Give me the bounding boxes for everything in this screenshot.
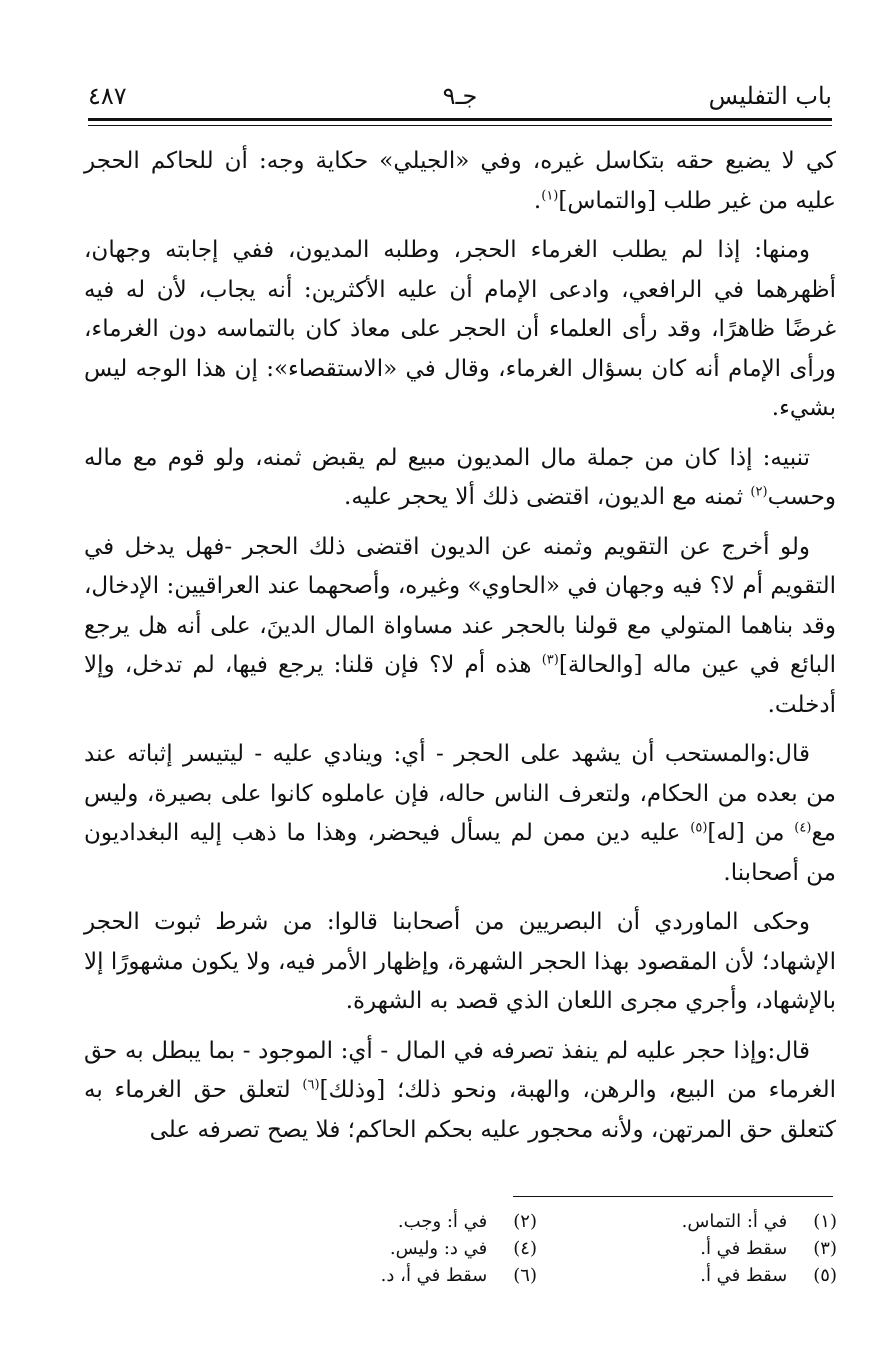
text-run: كي لا يضيع حقه بتكاسل غيره، وفي «الجيلي» حكاية وجه: أن للحاكم الحجر عليه من غير طلب [والتماس] [84,148,836,214]
paragraph [84,231,836,429]
footnote-row [237,1235,837,1262]
running-header [88,80,832,112]
footnote-reference: (٣) [541,652,559,668]
footnote-row [237,1208,837,1235]
header-rule-thick [88,118,832,121]
footnote-reference: (٦) [302,1077,320,1093]
footnote-number: (٦) [513,1265,537,1286]
text-run: هذه أم لا؟ فإن قلنا: يرجع فيها، لم تدخل، وإلا أدخلت. [84,652,836,718]
footnotes [237,1208,837,1289]
paragraph [84,439,836,518]
footnote-separator [513,1196,833,1197]
text-run: عليه دين ممن لم يسأل فيحضر، وهذا ما ذهب إليه البغداديون من أصحابنا. [84,820,836,886]
text-run: ولو أخرج عن التقويم وثمنه عن الديون اقتضى ذلك الحجر -فهل يدخل في التقويم أم لا؟ فيه وجهان في «الحاوي» وغيره، وأصحهما عند العراقيين: الإدخال، وقد بناهما المتولي مع قولنا بالحجر عند مساواة المال الدينَ، على أنه هل يرجع البائع في عين ماله [والحالة] [84,533,837,678]
footnote-text: في أ: التماس. [681,1211,788,1232]
paragraph [84,1032,836,1151]
text-run: من [له] [707,820,795,846]
footnote-text: سقط في أ، د. [380,1265,488,1286]
paragraph [84,528,836,726]
footnote [237,1208,537,1235]
footnote-text: سقط في أ. [700,1238,788,1259]
footnote-reference: (٤) [794,820,812,836]
chapter-title: باب التفليس [708,82,832,110]
text-run: ومنها: إذا لم يطلب الغرماء الحجر، وطلبه المديون، ففي إجابته وجهان، أظهرهما في الرافعي، وادعى الإمام أن عليه الأكثرين: أنه يجاب، لأن له فيه غرضًا ظاهرًا، وقد رأى العلماء أن الحجر على معاذ كان بالتماسه دون الغرماء، ورأى الإمام أنه كان بسؤال الغرماء، وقال في «الاستقصاء»: إن هذا الوجه ليس بشيء. [84,237,836,421]
footnote [237,1235,537,1262]
footnote [237,1262,537,1289]
footnote [537,1262,837,1289]
footnote-text: في أ: وجب. [397,1211,488,1232]
footnote-text: في د: وليس. [389,1238,488,1259]
text-run: ثمنه مع الديون، اقتضى ذلك ألا يحجر عليه. [344,484,751,510]
footnote-number: (٤) [513,1238,537,1259]
text-run: قال:وإذا حجر عليه لم ينفذ تصرفه في المال - أي: الموجود - بما يبطل به حق الغرماء من البيع، والرهن، والهبة، ونحو ذلك؛ [وذلك] [84,1037,836,1103]
text-run: قال:والمستحب أن يشهد على الحجر - أي: وينادي عليه - ليتيسر إثباته عند من بعده من الحكام، ولتعرف الناس حاله، فإن عاملوه كانوا على بصيرة، وليس مع [84,741,836,846]
footnote-row [237,1262,837,1289]
text-run: . [533,187,542,214]
text-run: تنبيه: إذا كان من جملة مال المديون مبيع لم يقبض ثمنه، ولو قوم مع ماله وحسب [84,444,836,510]
paragraph [84,735,836,893]
footnote-reference: (٥) [690,820,708,836]
text-run: لتعلق حق الغرماء به كتعلق حق المرتهن، ولأنه محجور عليه بحكم الحاكم؛ فلا يصح تصرفه على [84,1077,836,1143]
footnote [537,1208,837,1235]
footnote-number: (٣) [813,1238,837,1259]
text-run: وحكى الماوردي أن البصريين من أصحابنا قالوا: من شرط ثبوت الحجر الإشهاد؛ لأن المقصود بهذا الحجر الشهرة، وإظهار الأمر فيه، ولا يكون مشهورًا إلا بالإشهاد، وأجري مجرى اللعان الذي قصد به الشهرة. [84,909,836,1014]
footnote-number: (١) [813,1211,837,1232]
main-text [84,142,836,1160]
paragraph [84,903,836,1022]
page-number: ٤٨٧ [88,82,127,110]
volume-label: جـ٩ [442,82,478,110]
footnote-number: (٥) [813,1265,837,1286]
paragraph [84,142,836,221]
footnote-text: سقط في أ. [700,1265,788,1286]
footnote-reference: (٢) [750,484,768,500]
header-rule-thin [88,125,832,126]
footnote [537,1235,837,1262]
footnote-reference: (١) [541,187,559,203]
footnote-number: (٢) [513,1211,537,1232]
